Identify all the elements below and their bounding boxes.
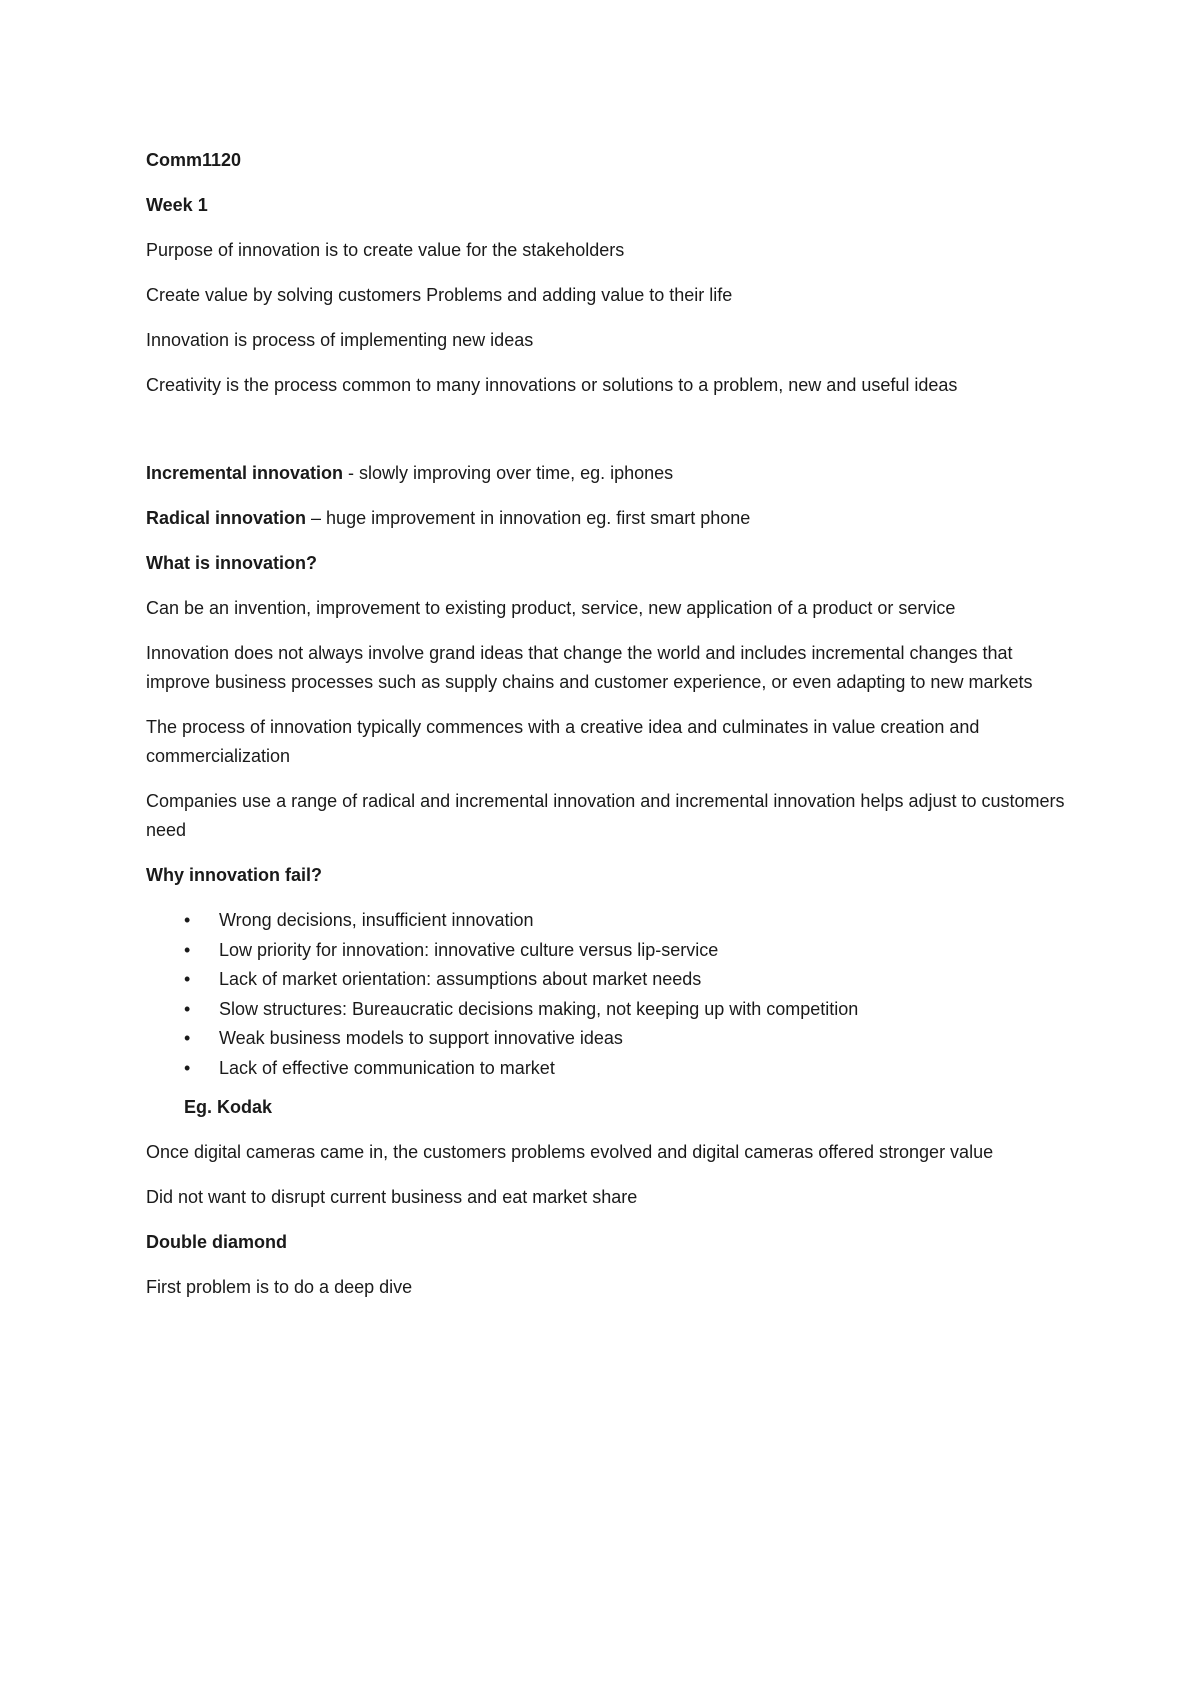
paragraph-companies: Companies use a range of radical and incremental innovation and incremental innovation helps adjust to customers need: [146, 791, 1065, 840]
radical-definition: – huge improvement in innovation eg. first smart phone: [306, 508, 751, 528]
paragraph-creativity: Creativity is the process common to many innovations or solutions to a problem, new and useful ideas: [146, 375, 958, 395]
paragraph-purpose: Purpose of innovation is to create value for the stakeholders: [146, 240, 625, 260]
document-body: [146, 146, 1066, 1318]
bullet-icon: •: [184, 1028, 191, 1048]
paragraph-deep-dive: First problem is to do a deep dive: [146, 1277, 413, 1297]
list-item-text: Weak business models to support innovative ideas: [219, 1028, 623, 1048]
paragraph-grand-ideas: Innovation does not always involve grand ideas that change the world and includes incremental changes that improve business processes such as supply chains and customer experience, or even adapting to new markets: [146, 643, 1033, 692]
list-item: [146, 965, 1066, 995]
list-item-text: Lack of market orientation: assumptions about market needs: [219, 969, 702, 989]
paragraph-innovation-process: Innovation is process of implementing new ideas: [146, 330, 534, 350]
bullet-list-failure-reasons: [146, 906, 1066, 1083]
bullet-icon: •: [184, 910, 191, 930]
list-item-text: Low priority for innovation: innovative culture versus lip-service: [219, 939, 719, 960]
bullet-icon: •: [184, 939, 191, 960]
list-item-text: Slow structures: Bureaucratic decisions making, not keeping up with competition: [219, 998, 859, 1019]
paragraph-invention: Can be an invention, improvement to existing product, service, new application of a product or service: [146, 598, 956, 618]
list-item: [146, 1024, 1066, 1054]
paragraph-disrupt: Did not want to disrupt current business and eat market share: [146, 1187, 638, 1207]
list-item: [146, 906, 1066, 936]
bullet-icon: •: [184, 969, 191, 989]
list-item-text: Lack of effective communication to market: [219, 1057, 555, 1078]
paragraph-incremental: [146, 459, 1066, 488]
week-heading: Week 1: [146, 195, 208, 215]
heading-why-innovation-fail: Why innovation fail?: [146, 865, 322, 885]
list-item-text: Wrong decisions, insufficient innovation: [219, 910, 534, 930]
bullet-icon: •: [184, 998, 191, 1019]
bullet-icon: •: [184, 1057, 191, 1078]
list-item: [146, 1054, 1066, 1084]
blank-line: [146, 416, 1066, 459]
paragraph-digital-cameras: Once digital cameras came in, the customers problems evolved and digital cameras offered stronger value: [146, 1142, 994, 1162]
paragraph-process-commences: The process of innovation typically commences with a creative idea and culminates in value creation and commercialization: [146, 717, 980, 766]
document-title: Comm1120: [146, 150, 242, 170]
heading-double-diamond: Double diamond: [146, 1232, 287, 1252]
paragraph-radical: [146, 504, 1066, 533]
radical-term: Radical innovation: [146, 508, 307, 528]
heading-eg-kodak: Eg. Kodak: [184, 1097, 273, 1117]
heading-what-is-innovation: What is innovation?: [146, 553, 317, 573]
list-item: [146, 936, 1066, 966]
list-item: [146, 995, 1066, 1025]
incremental-definition: - slowly improving over time, eg. iphones: [343, 463, 674, 483]
paragraph-create-value: Create value by solving customers Problems and adding value to their life: [146, 285, 733, 305]
incremental-term: Incremental innovation: [146, 463, 344, 483]
